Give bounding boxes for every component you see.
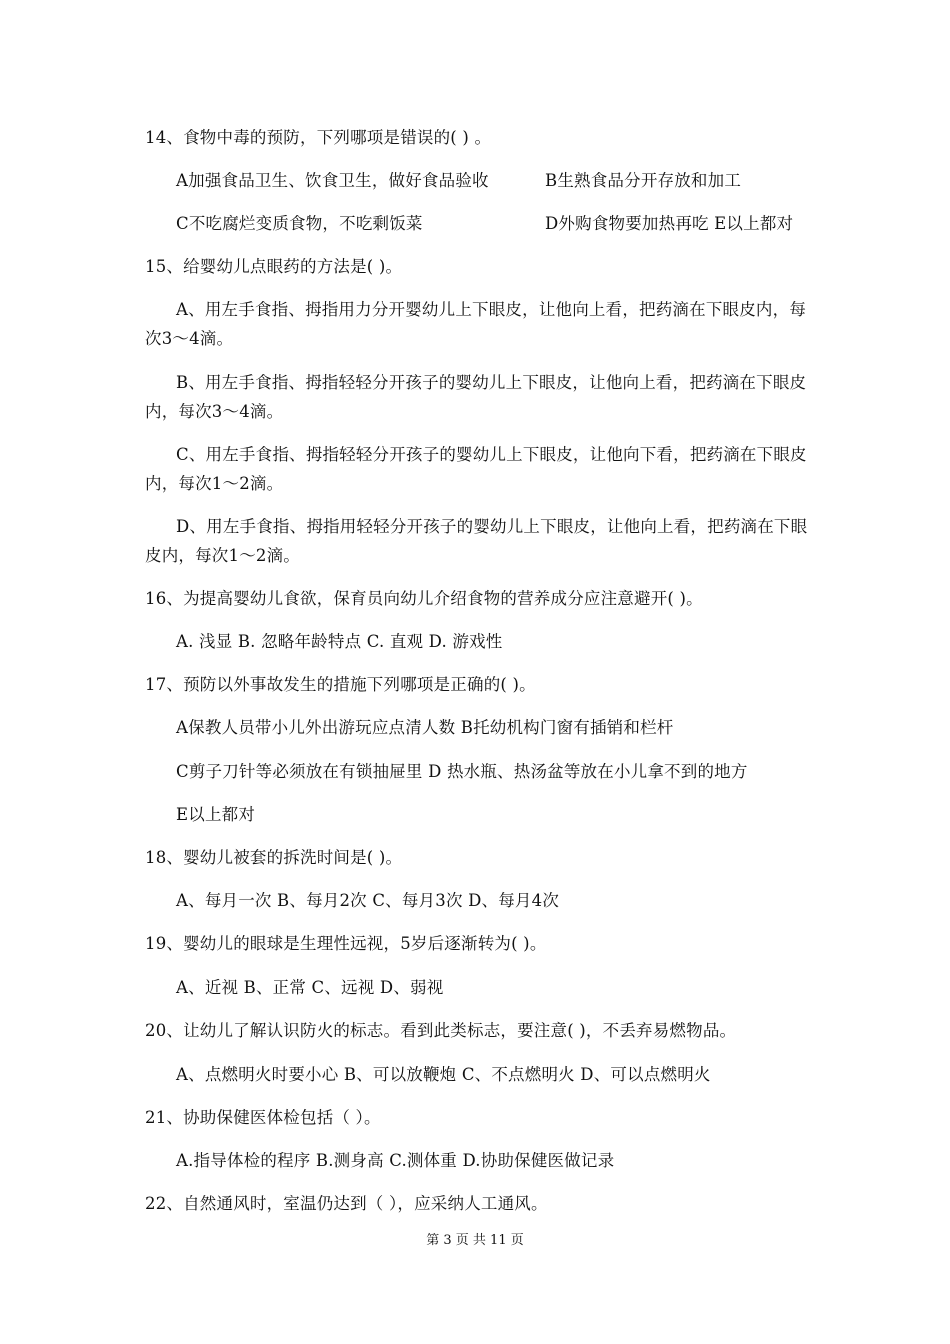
q15-option-a-line1: A、用左手食指、拇指用力分开婴幼儿上下眼皮，让他向上看，把药滴在下眼皮内，每: [176, 300, 807, 319]
q19-stem: 19、婴幼儿的眼球是生理性远视，5岁后逐渐转为( )。: [145, 934, 547, 953]
q15-option-d-line1: D、用左手食指、拇指用轻轻分开孩子的婴幼儿上下眼皮，让他向上看，把药滴在下眼: [176, 517, 808, 536]
q18-options: A、每月一次 B、每月2次 C、每月3次 D、每月4次: [176, 891, 560, 910]
q14-option-b: B生熟食品分开存放和加工: [545, 171, 742, 190]
q15-option-b-line1: B、用左手食指、拇指轻轻分开孩子的婴幼儿上下眼皮，让他向上看，把药滴在下眼皮: [176, 373, 807, 392]
q21-options: A.指导体检的程序 B.测身高 C.测体重 D.协助保健医做记录: [176, 1151, 615, 1170]
q14-option-a: A加强食品卫生、饮食卫生，做好食品验收: [176, 171, 489, 190]
q16-options: A. 浅显 B. 忽略年龄特点 C. 直观 D. 游戏性: [176, 632, 503, 651]
q14-stem: 14、食物中毒的预防，下列哪项是错误的( ) 。: [145, 128, 492, 147]
q15-option-c-line1: C、用左手食指、拇指轻轻分开孩子的婴幼儿上下眼皮，让他向下看，把药滴在下眼皮: [176, 445, 807, 464]
q16-stem: 16、为提高婴幼儿食欲，保育员向幼儿介绍食物的营养成分应注意避开( )。: [145, 589, 703, 608]
q15-option-d-line2: 皮内，每次1～2滴。: [145, 546, 300, 565]
q17-stem: 17、预防以外事故发生的措施下列哪项是正确的( )。: [145, 675, 536, 694]
q15-option-b-line2: 内，每次3～4滴。: [145, 402, 284, 421]
q17-option-e: E以上都对: [176, 805, 256, 824]
q15-option-c-line2: 内，每次1～2滴。: [145, 474, 284, 493]
q18-stem: 18、婴幼儿被套的拆洗时间是( )。: [145, 848, 403, 867]
q14-option-de: D外购食物要加热再吃 E以上都对: [545, 214, 794, 233]
q14-option-c: C不吃腐烂变质食物，不吃剩饭菜: [176, 214, 423, 233]
q15-stem: 15、给婴幼儿点眼药的方法是( )。: [145, 257, 403, 276]
q20-options: A、点燃明火时要小心 B、可以放鞭炮 C、不点燃明火 D、可以点燃明火: [176, 1065, 711, 1084]
q17-options-ab: A保教人员带小儿外出游玩应点清人数 B托幼机构门窗有插销和栏杆: [176, 718, 674, 737]
q20-stem: 20、让幼儿了解认识防火的标志。看到此类标志，要注意( )，不丢弃易燃物品。: [145, 1021, 737, 1040]
q15-option-a-line2: 次3～4滴。: [145, 329, 234, 348]
q17-options-cd: C剪子刀针等必须放在有锁抽屉里 D 热水瓶、热汤盆等放在小儿拿不到的地方: [176, 762, 748, 781]
q19-options: A、近视 B、正常 C、远视 D、弱视: [176, 978, 444, 997]
q22-stem: 22、自然通风时，室温仍达到（ ），应采纳人工通风。: [145, 1194, 548, 1213]
q21-stem: 21、协助保健医体检包括（ ）。: [145, 1108, 381, 1127]
page-footer: 第 3 页 共 11 页: [426, 1233, 524, 1248]
